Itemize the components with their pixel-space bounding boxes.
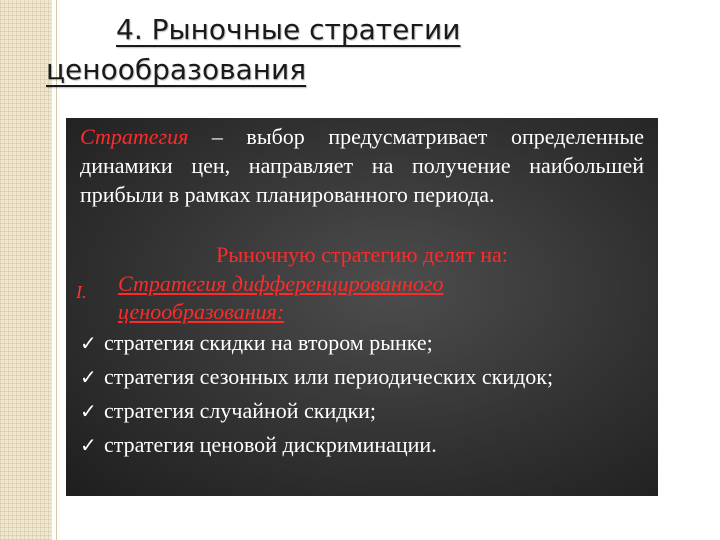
list-item-text: стратегия сезонных или периодических скидок; (104, 364, 554, 389)
list-item (80, 396, 655, 430)
slide-title-line1: 4. Рыночные стратегии (116, 13, 461, 46)
check-icon: ✓ (80, 365, 97, 389)
list-item-text: стратегия ценовой дискриминации. (104, 432, 437, 457)
list-item (80, 430, 655, 464)
section-number: I. (76, 282, 87, 302)
content-body (66, 118, 658, 496)
list-item (80, 362, 655, 396)
section-heading: Стратегия дифференцированного ценообразования: (118, 271, 444, 324)
list-item (80, 328, 655, 362)
decorative-side-strip (0, 0, 52, 540)
check-icon: ✓ (80, 433, 97, 457)
slide-title (46, 10, 606, 90)
check-icon: ✓ (80, 399, 97, 423)
divided-heading: Рыночную стратегию делят на: (216, 242, 508, 267)
content-panel (66, 118, 658, 496)
intro-text: – выбор предусматривает определенные динамики цен, направляет на получение наибольшей прибыли в рамках планированного периода. (80, 124, 644, 207)
list-item-text: стратегия случайной скидки; (104, 398, 377, 423)
slide-title-line2: ценообразования (46, 53, 307, 86)
intro-paragraph (80, 122, 644, 209)
list-item-text: стратегия скидки на втором рынке; (104, 330, 433, 355)
check-icon: ✓ (80, 331, 97, 355)
strategy-list (80, 328, 655, 464)
intro-keyword: Стратегия (80, 124, 189, 149)
